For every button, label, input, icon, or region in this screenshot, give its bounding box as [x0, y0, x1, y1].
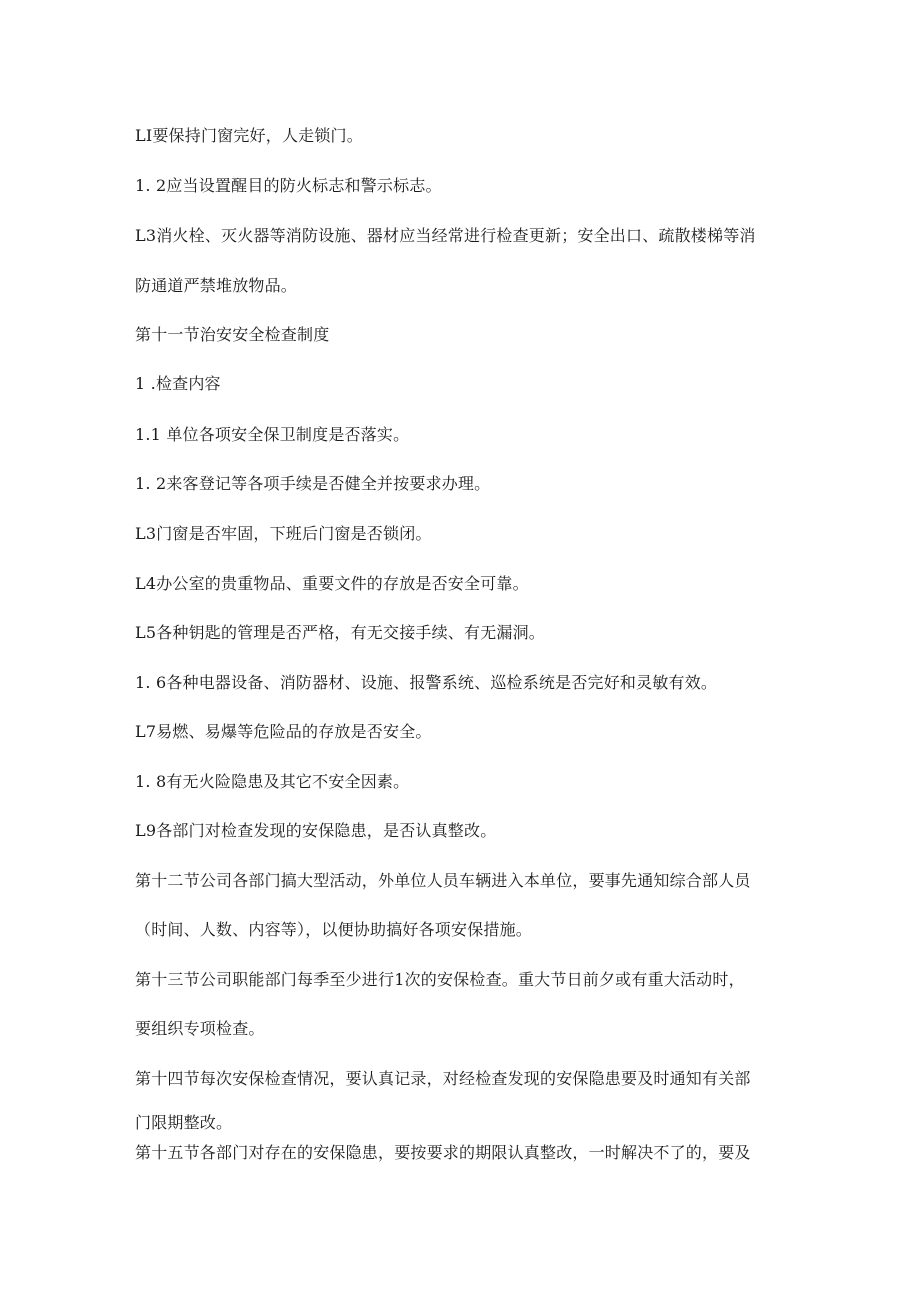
- text-line: L7易燃、易爆等危险品的存放是否安全。: [135, 722, 432, 741]
- text-line: L4办公室的贵重物品、重要文件的存放是否安全可靠。: [135, 574, 529, 593]
- text-line: 第十三节公司职能部门每季至少进行1次的安保检查。重大节日前夕或有重大活动时，: [135, 970, 745, 989]
- text-line: L9各部门对检查发现的安保隐患，是否认真整改。: [135, 821, 497, 840]
- text-line: 要组织专项检查。: [135, 1019, 265, 1038]
- text-line: 防通道严禁堆放物品。: [135, 276, 298, 295]
- text-line: 第十二节公司各部门搞大型活动，外单位人员车辆进入本单位，要事先通知综合部人员: [135, 871, 751, 890]
- text-line: LI要保持门窗完好，人走锁门。: [135, 126, 363, 145]
- text-line: 1. 2来客登记等各项手续是否健全并按要求办理。: [135, 474, 491, 493]
- section-heading: 第十一节治安安全检查制度: [135, 325, 330, 344]
- text-line: 1 .检查内容: [135, 374, 221, 393]
- text-line: （时间、人数、内容等），以便协助搞好各项安保措施。: [135, 920, 533, 939]
- text-line: 第十五节各部门对存在的安保隐患，要按要求的期限认真整改，一时解决不了的，要及: [135, 1143, 751, 1162]
- text-line: 1. 8有无火险隐患及其它不安全因素。: [135, 772, 410, 791]
- text-line: 门限期整改。: [135, 1113, 233, 1132]
- text-line: 1. 6各种电器设备、消防器材、设施、报警系统、巡检系统是否完好和灵敏有效。: [135, 673, 718, 692]
- text-line: L3门窗是否牢固，下班后门窗是否锁闭。: [135, 524, 432, 543]
- text-line: 1.1 单位各项安全保卫制度是否落实。: [135, 425, 410, 444]
- text-line: L5各种钥匙的管理是否严格，有无交接手续、有无漏洞。: [135, 623, 546, 642]
- text-line: L3消火栓、灭火器等消防设施、器材应当经常进行检查更新；安全出口、疏散楼梯等消: [135, 226, 756, 245]
- text-line: 第十四节每次安保检查情况，要认真记录，对经检查发现的安保隐患要及时通知有关部: [135, 1069, 751, 1088]
- text-line: 1. 2应当设置醒目的防火标志和警示标志。: [135, 176, 442, 195]
